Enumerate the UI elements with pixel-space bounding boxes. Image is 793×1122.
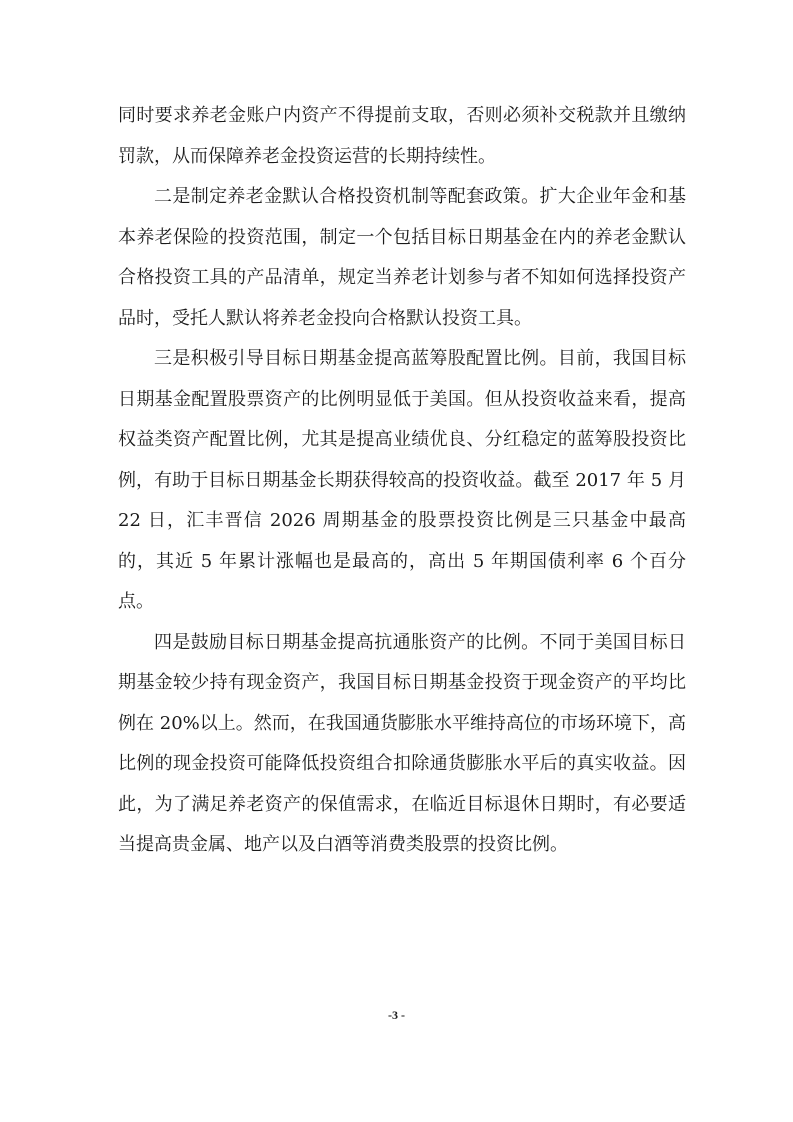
paragraph-default-investment-mechanism: 二是制定养老金默认合格投资机制等配套政策。扩大企业年金和基本养老保险的投资范围，制定一个包括目标日期基金在内的养老金默认合格投资工具的产品清单，规定当养老计划参与者不知如何选择投资产品时，受托人默认将养老金投向合格默认投资工具。	[118, 186, 686, 329]
paragraph-anti-inflation-assets: 四是鼓励目标日期基金提高抗通胀资产的比例。不同于美国目标日期基金较少持有现金资产，我国目标日期基金投资于现金资产的平均比例在 20%以上。然而，在我国通货膨胀水平维持高位的市场环境下，高比例的现金投资可能降低投资组合扣除通货膨胀水平后的真实收益。因此，为了满足养老资产的保值需求，在临近目标退休日期时，有必要适当提高贵金属、地产以及白酒等消费类股票的投资比例。	[118, 631, 686, 855]
body-text	[118, 96, 686, 866]
paragraph-bluechip-allocation: 三是积极引导目标日期基金提高蓝筹股配置比例。目前，我国目标日期基金配置股票资产的比例明显低于美国。但从投资收益来看，提高权益类资产配置比例，尤其是提高业绩优良、分红稳定的蓝筹股投资比例，有助于目标日期基金长期获得较高的投资收益。截至 2017 年 5 月 22 日，汇丰晋信 2026 周期基金的股票投资比例是三只基金中最高的，其近 5 年累计涨幅也是最高的，高出 5 年期国债利率 6 个百分点。	[118, 348, 686, 612]
page-number: -3 -	[388, 1008, 405, 1022]
paragraph-continued: 同时要求养老金账户内资产不得提前支取，否则必须补交税款并且缴纳罚款，从而保障养老金投资运营的长期持续性。	[118, 105, 686, 167]
